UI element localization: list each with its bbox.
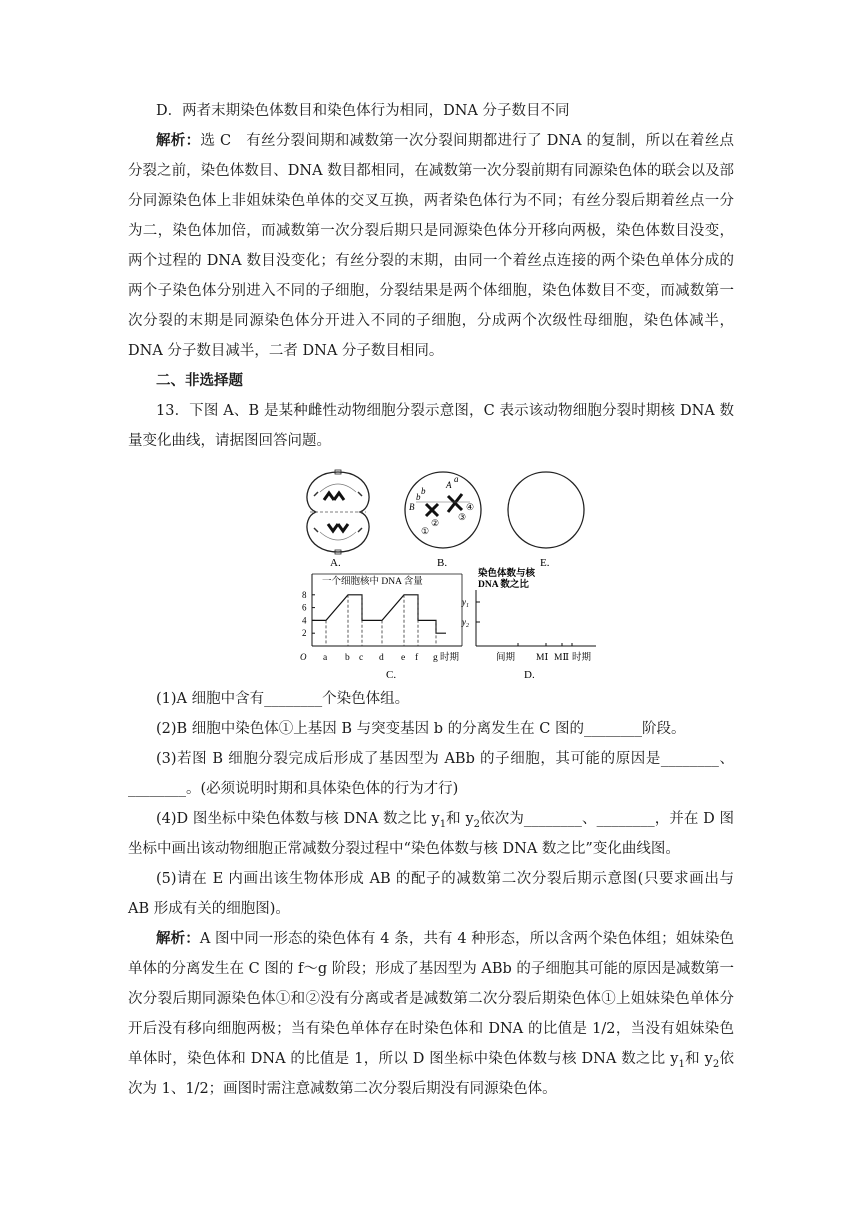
chart-d-y1-label: $y_1$ <box>462 597 469 609</box>
chart-c-ytick-label: 4 <box>302 615 307 626</box>
analysis-label-2: 解析： <box>156 931 200 947</box>
analysis-label: 解析： <box>156 133 201 149</box>
analysis-paragraph-2: 解析：A 图中同一形态的染色体有 4 条，共有 4 种形态，所以含两个染色体组；姐妹染色单体的分离发生在 C 图的 f～g 阶段；形成了基因型为 ABb 的子细胞其可能的原因是减数第一次分裂后期同源染色体①和②没有分离或者是减数第二次分裂后期染色体①上姐妹染色单体分开后没有移向细胞两极；当有染色单体存在时染色体和 DNA 的比值是 1/2，当没有姐妹染色单体时，染色体和 DNA 的比值是 1，所以 D 图坐标中染色体数与核 DNA 数之比 $y_1$和 $y_2$依次为 1、1/2；画图时需注意减数第二次分裂后期没有同源染色体。 <box>128 931 735 1097</box>
label-d: D. <box>524 669 535 681</box>
chart-c-origin: O <box>300 652 307 662</box>
gene-b-lower-1: b <box>416 492 421 502</box>
chart-c-xtick-label: c <box>359 653 364 663</box>
chart-d-interphase: 间期 <box>496 653 516 663</box>
question-figure <box>290 462 620 682</box>
gene-a-upper: A <box>446 480 452 490</box>
analysis-paragraph-1 <box>128 126 734 366</box>
label-b: B. <box>437 557 448 569</box>
chromosome-2-label: ② <box>431 518 440 528</box>
chart-d-ylabel-line-1: 染色体数与核 <box>478 569 536 579</box>
chromosome-1-label: ① <box>421 526 430 536</box>
chart-c-ytick-label: 8 <box>302 589 307 600</box>
chart-c-ytick-label: 6 <box>302 602 307 613</box>
chart-c-ytick-label: 2 <box>302 628 307 639</box>
chart-d <box>476 590 596 646</box>
label-a: A. <box>330 557 341 569</box>
chromosome-4-label: ④ <box>466 502 475 512</box>
chart-c-xtick-label: g <box>433 653 438 663</box>
chart-c-xtick-label: d <box>379 653 384 663</box>
label-c: C. <box>386 669 397 681</box>
cell-e-circle <box>508 472 584 548</box>
gene-a-lower: a <box>454 474 459 484</box>
section-title: 二、非选择题 <box>156 373 243 389</box>
question-5: (5)请在 E 内画出该生物体形成 AB 的配子的减数第二次分裂后期示意图(只要求画出与 AB 形成有关的细胞图)。 <box>128 871 734 917</box>
chart-c <box>302 574 462 663</box>
chart-c-xtick-label: b <box>345 653 350 663</box>
chart-c-xtick-label: a <box>323 653 328 663</box>
chart-c-xtick-label: e <box>401 653 406 663</box>
figure-svg <box>290 462 620 682</box>
question-1: (1)A 细胞中含有________个染色体组。 <box>156 691 410 707</box>
chart-c-series-line <box>312 595 446 633</box>
gene-b-lower-2: b <box>421 486 426 496</box>
chart-c-xtick-label: f <box>415 653 419 663</box>
chart-c-title: 一个细胞核中 DNA 含量 <box>322 577 423 587</box>
chart-d-m1: MⅠ <box>536 653 549 663</box>
question-13-stem: 13．下图 A、B 是某种雌性动物细胞分裂示意图，C 表示该动物细胞分裂时期核 DNA 数量变化曲线，请据图回答问题。 <box>128 403 734 449</box>
question-3: (3)若图 B 细胞分裂完成后形成了基因型为 ABb 的子细胞，其可能的原因是________、________。(必须说明时期和具体染色体的行为才行) <box>128 751 734 797</box>
chart-d-y2-label: $y_2$ <box>462 617 469 629</box>
chart-d-m2: MⅡ <box>554 653 569 663</box>
question-2: (2)B 细胞中染色体①上基因 B 与突变基因 b 的分离发生在 C 图的________阶段。 <box>156 721 686 737</box>
option-d: D．两者末期染色体数目和染色体行为相同，DNA 分子数目不同 <box>156 103 570 119</box>
chart-d-ylabel-line-2: DNA 数之比 <box>478 580 529 590</box>
question-4: (4)D 图坐标中染色体数与核 DNA 数之比 $y_1$和 $y_2$依次为________、________，并在 D 图坐标中画出该动物细胞正常减数分裂过程中“染色体数与核 DNA 数之比”变化曲线图。 <box>128 811 735 857</box>
chart-d-xlabel: 时期 <box>572 653 592 663</box>
label-e: E. <box>540 557 550 569</box>
chart-c-xlabel: 时期 <box>440 653 460 663</box>
cell-a-diagram <box>307 470 369 554</box>
gene-b-upper: B <box>409 502 415 512</box>
analysis-text: 选 C 有丝分裂间期和减数第一次分裂间期都进行了 DNA 的复制，所以在着丝点分裂之前，染色体数目、DNA 数目都相同，在减数第一次分裂前期有同源染色体的联会以及部分同源染色体上非姐妹染色单体的交叉互换，两者染色体行为不同；有丝分裂后期着丝点一分为二，染色体加倍，而减数第一次分裂后期只是同源染色体分开移向两极，染色体数目没变，两个过程的 DNA 数目没变化；有丝分裂的末期，由同一个着丝点连接的两个染色单体分成的两个子染色体分别进入不同的子细胞，分裂结果是两个体细胞，染色体数目不变，而减数第一次分裂的末期是同源染色体分开进入不同的子细胞，分成两个次级性母细胞，染色体减半，DNA 分子数目减半，二者 DNA 分子数目相同。 <box>128 133 734 359</box>
chromosome-3-label: ③ <box>458 512 467 522</box>
